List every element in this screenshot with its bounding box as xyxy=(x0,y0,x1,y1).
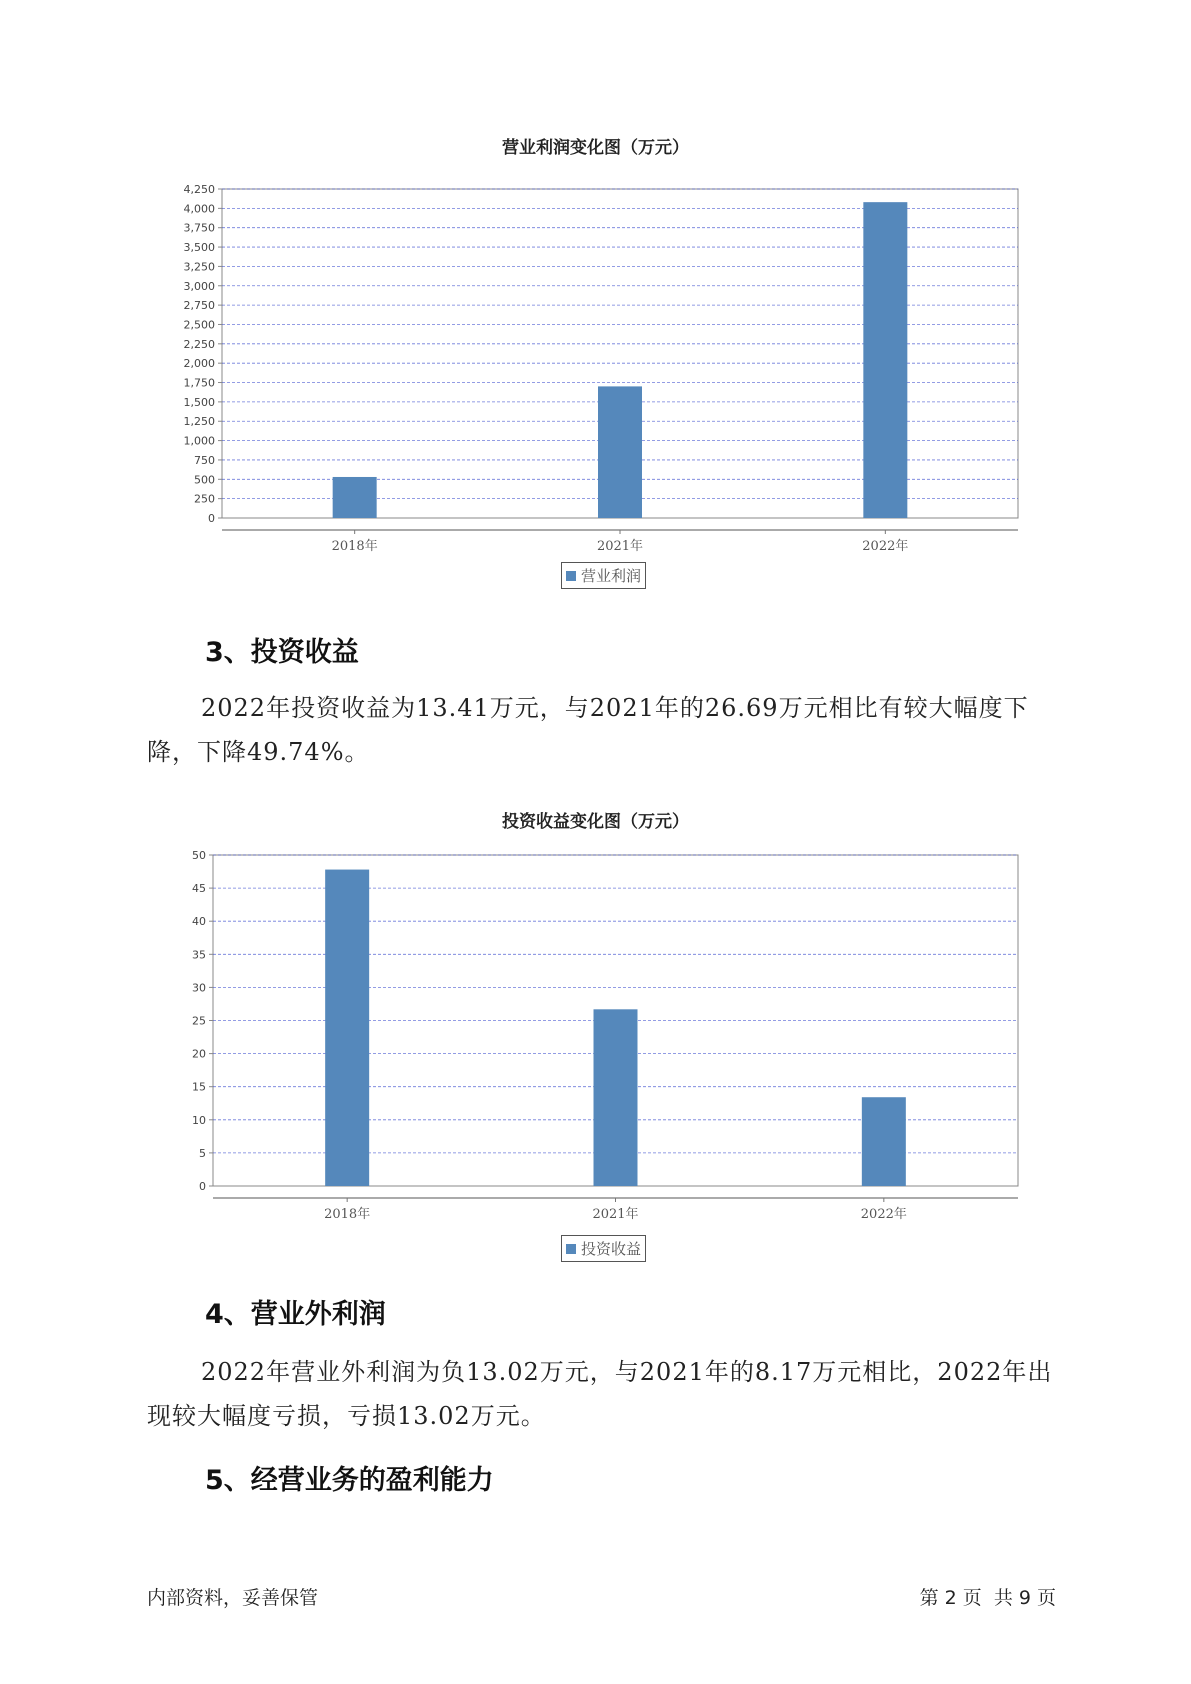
chart1-legend-label: 营业利润 xyxy=(581,567,642,585)
y-tick-label: 2,250 xyxy=(183,337,215,351)
section-3-heading: 3、投资收益 xyxy=(205,637,359,668)
y-tick-label: 4,250 xyxy=(183,183,215,196)
y-tick-label: 30 xyxy=(192,981,206,995)
chart2-legend xyxy=(561,1235,646,1262)
y-tick-label: 1,750 xyxy=(183,376,215,390)
y-tick-label: 40 xyxy=(192,915,206,929)
investment-income-chart xyxy=(0,835,1191,1220)
y-tick-label: 750 xyxy=(194,453,215,467)
x-tick-label: 2021年 xyxy=(596,539,644,554)
x-tick-label: 2022年 xyxy=(860,1207,907,1222)
y-tick-label: 4,000 xyxy=(183,202,215,216)
section-4-paragraph: 2022年营业外利润为负13.02万元，与2021年的8.17万元相比，2022年出现较大幅度亏损，亏损13.02万元。 xyxy=(147,1358,1053,1430)
y-tick-label: 3,750 xyxy=(183,221,215,235)
bar xyxy=(333,477,377,518)
footer-page-number: 第 2 页 共 9 页 xyxy=(919,1587,1056,1609)
y-tick-label: 3,500 xyxy=(183,241,215,255)
bar xyxy=(598,386,642,518)
y-tick-label: 500 xyxy=(194,473,215,487)
operating-profit-chart xyxy=(0,160,1191,554)
footer-confidential: 内部资料，妥善保管 xyxy=(147,1587,319,1609)
y-tick-label: 0 xyxy=(208,512,215,525)
y-tick-label: 25 xyxy=(192,1014,206,1028)
bar xyxy=(325,870,369,1186)
y-tick-label: 0 xyxy=(199,1180,206,1193)
chart2-legend-label: 投资收益 xyxy=(581,1240,642,1258)
x-tick-label: 2018年 xyxy=(324,1207,371,1222)
section-4-heading: 4、营业外利润 xyxy=(205,1299,386,1330)
y-tick-label: 45 xyxy=(192,882,206,896)
y-tick-label: 3,250 xyxy=(183,260,215,274)
y-tick-label: 35 xyxy=(192,948,206,962)
y-tick-label: 3,000 xyxy=(183,279,215,293)
y-tick-label: 50 xyxy=(192,849,206,862)
bar xyxy=(862,1097,906,1186)
y-tick-label: 1,000 xyxy=(183,434,215,448)
x-tick-label: 2018年 xyxy=(331,539,378,554)
legend-swatch xyxy=(566,1244,576,1254)
y-tick-label: 1,250 xyxy=(183,415,215,429)
x-tick-label: 2021年 xyxy=(592,1207,639,1222)
y-tick-label: 250 xyxy=(194,492,215,506)
section-3-paragraph: 2022年投资收益为13.41万元，与2021年的26.69万元相比有较大幅度下降，下降49.74%。 xyxy=(147,694,1029,766)
y-tick-label: 5 xyxy=(199,1146,206,1160)
chart2-title: 投资收益变化图（万元） xyxy=(502,812,689,832)
y-tick-label: 15 xyxy=(192,1080,206,1094)
bar xyxy=(594,1009,638,1186)
chart1-title: 营业利润变化图（万元） xyxy=(502,138,689,158)
y-tick-label: 2,500 xyxy=(183,318,215,332)
x-tick-label: 2022年 xyxy=(862,539,909,554)
section-5-heading: 5、经营业务的盈利能力 xyxy=(205,1465,494,1496)
y-tick-label: 2,000 xyxy=(183,357,215,371)
chart1-legend xyxy=(561,562,646,589)
y-tick-label: 2,750 xyxy=(183,299,215,313)
y-tick-label: 10 xyxy=(192,1113,206,1127)
y-tick-label: 1,500 xyxy=(183,395,215,409)
bar xyxy=(863,202,907,518)
legend-swatch xyxy=(566,571,576,581)
y-tick-label: 20 xyxy=(192,1047,206,1061)
